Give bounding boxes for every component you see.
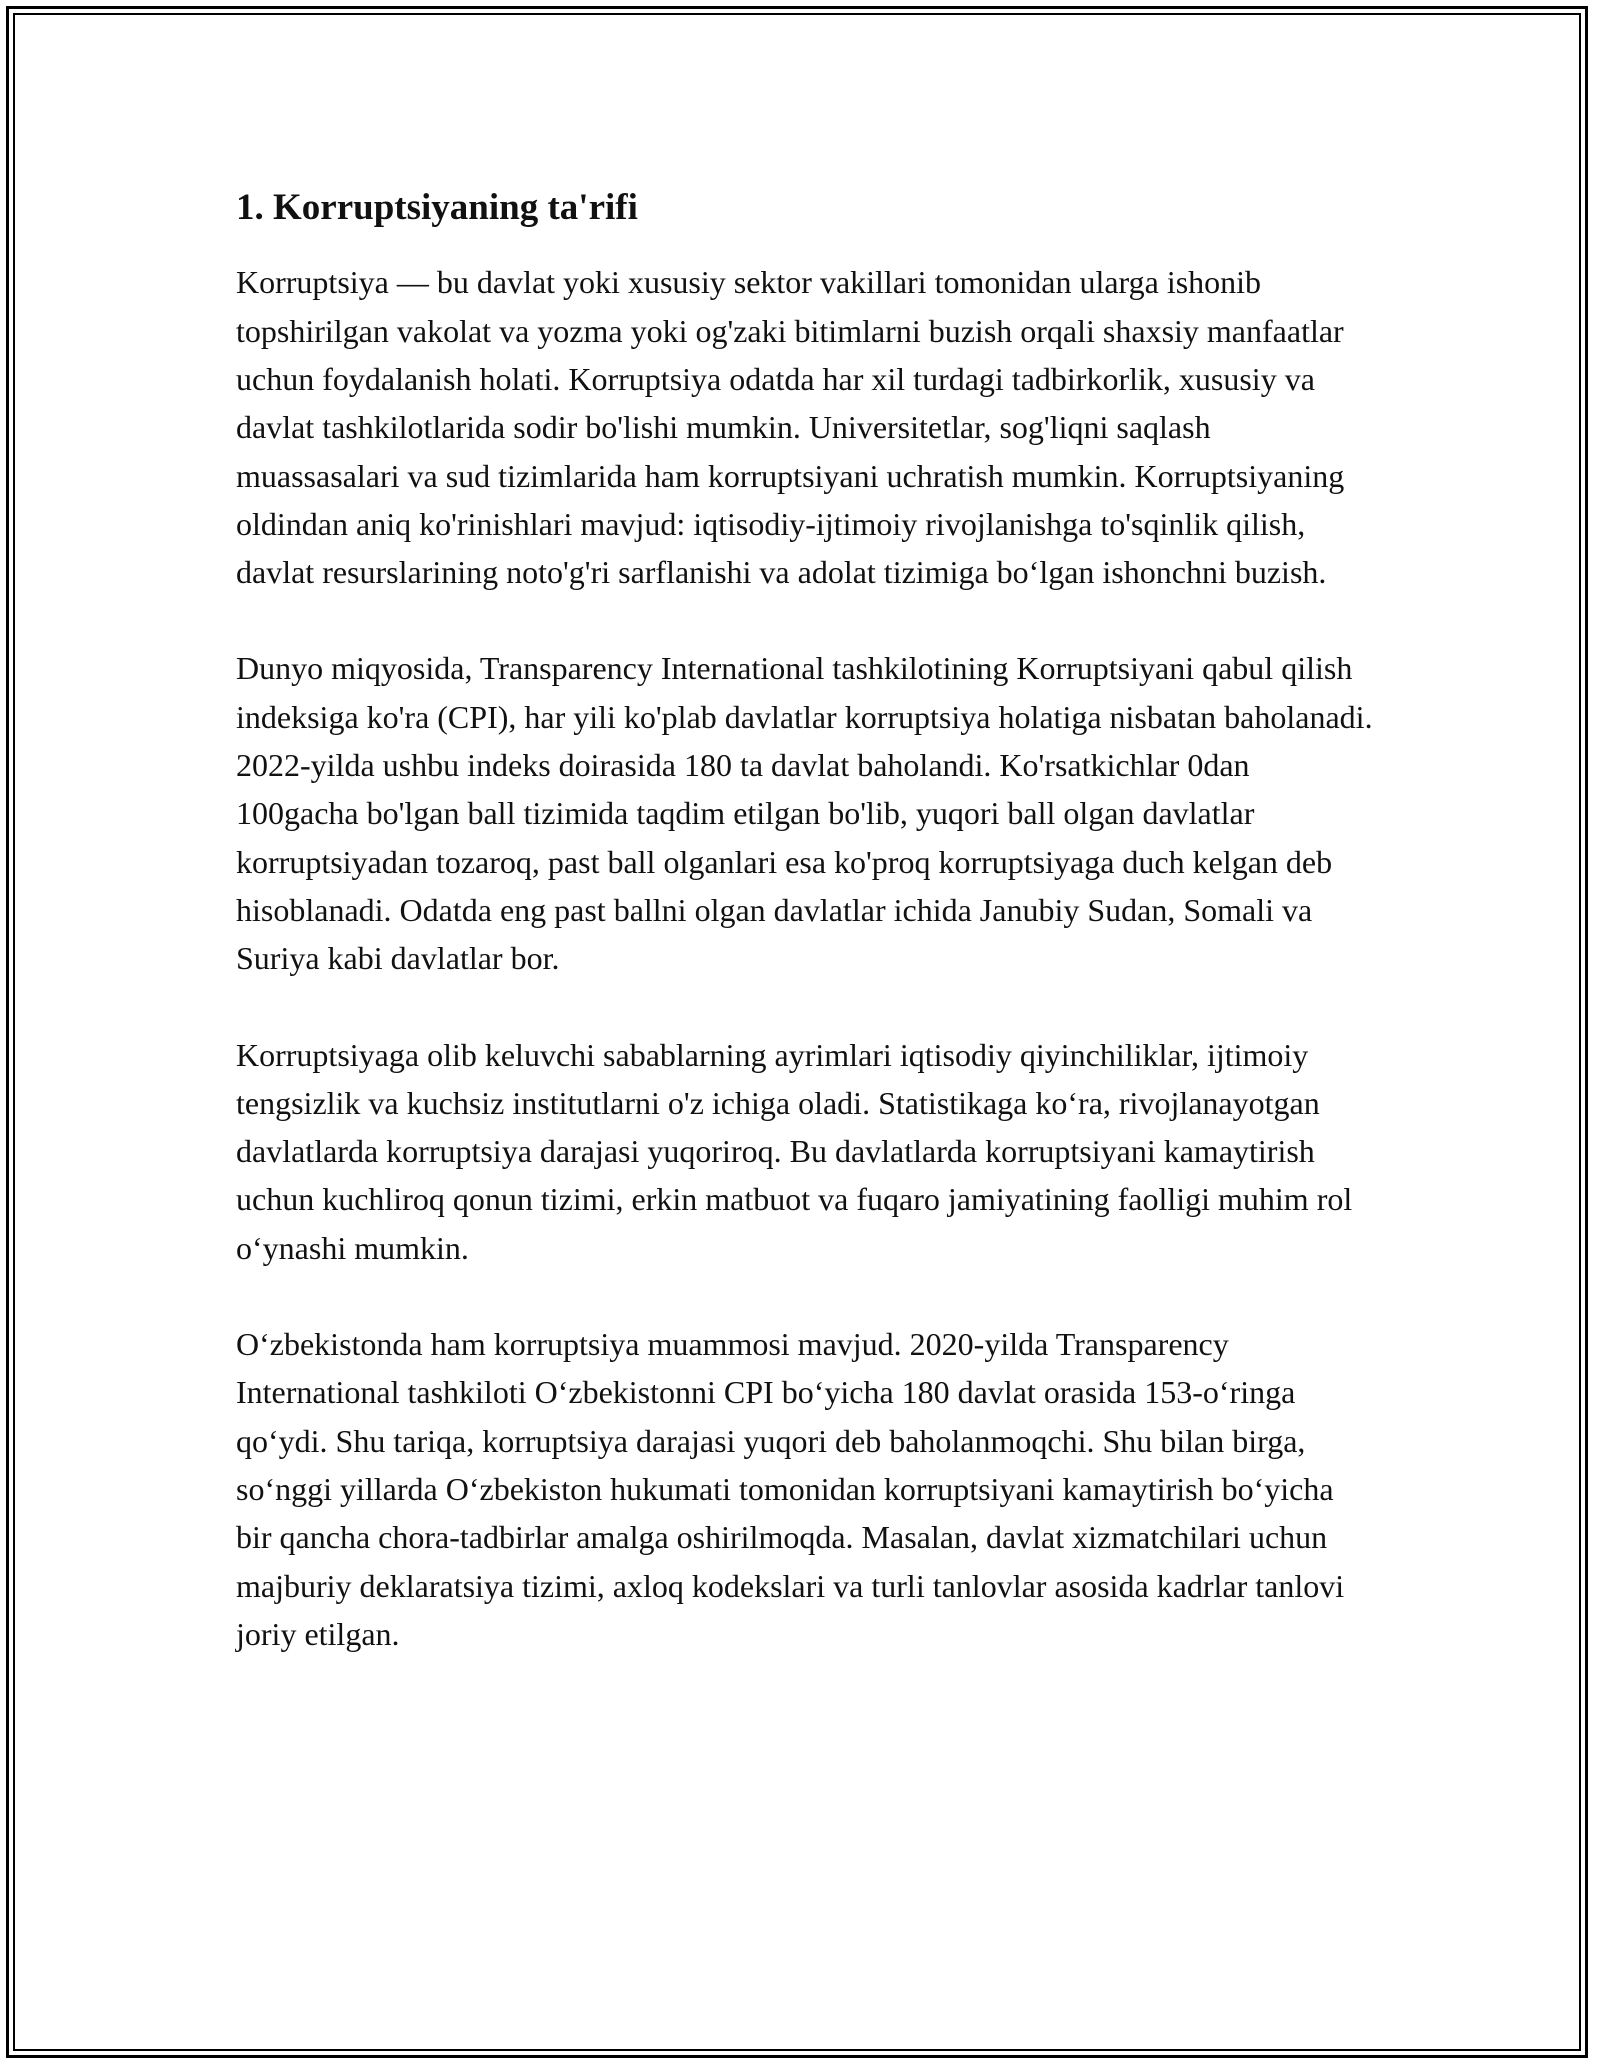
paragraph-cpi-global: Dunyo miqyosida, Transparency International tashkilotining Korruptsiyani qabul qilish indeksiga ko'ra (CPI), har yili ko'plab davlatlar korruptsiya holatiga nisbatan baholanadi. 2022-yilda ushbu indeks doirasida 180 ta davlat baholandi. Ko'rsatkichlar 0dan 100gacha bo'lgan ball tizimida taqdim etilgan bo'lib, yuqori ball olgan davlatlar korruptsiyadan tozaroq, past ball olganlari esa ko'proq korruptsiyaga duch kelgan deb hisoblanadi. Odatda eng past ballni olgan davlatlar ichida Janubiy Sudan, Somali va Suriya kabi davlatlar bor.	[236, 650, 1373, 977]
paragraph-uzbekistan: O‘zbekistonda ham korruptsiya muammosi mavjud. 2020-yilda Transparency International tashkiloti O‘zbekistonni CPI bo‘yicha 180 davlat orasida 153-o‘ringa qo‘ydi. Shu tariqa, korruptsiya darajasi yuqori deb baholanmoqchi. Shu bilan birga, so‘nggi yillarda O‘zbekiston hukumati tomonidan korruptsiyani kamaytirish bo‘yicha bir qancha chora-tadbirlar amalga oshirilmoqda. Masalan, davlat xizmatchilari uchun majburiy deklaratsiya tizimi, axloq kodekslari va turli tanlovlar asosida kadrlar tanlovi joriy etilgan.	[236, 1326, 1345, 1652]
paragraph-definition: Korruptsiya — bu davlat yoki xususiy sektor vakillari tomonidan ularga ishonib topshirilgan vakolat va yozma yoki og'zaki bitimlarni buzish orqali shaxsiy manfaatlar uchun foydalanish holati. Korruptsiya odatda har xil turdagi tadbirkorlik, xususiy va davlat tashkilotlarida sodir bo'lishi mumkin. Universitetlar, sog'liqni saqlash muassasalari va sud tizimlarida ham korruptsiyani uchratish mumkin. Korruptsiyaning oldindan aniq ko'rinishlari mavjud: iqtisodiy-ijtimoiy rivojlanishga to'sqinlik qilish, davlat resurslarining noto'g'ri sarflanishi va adolat tizimiga bo‘lgan ishonchni buzish.	[236, 264, 1345, 591]
document-body	[236, 186, 1376, 1658]
paragraph-causes: Korruptsiyaga olib keluvchi sabablarning ayrimlari iqtisodiy qiyinchiliklar, ijtimoiy tengsizlik va kuchsiz institutlarni o'z ichiga oladi. Statistikaga ko‘ra, rivojlanayotgan davlatlarda korruptsiya darajasi yuqoriroq. Bu davlatlarda korruptsiyani kamaytirish uchun kuchliroq qonun tizimi, erkin matbuot va fuqaro jamiyatining faolligi muhim rol o‘ynashi mumkin.	[236, 1036, 1353, 1266]
section-heading: 1. Korruptsiyaning ta'rifi	[236, 187, 638, 228]
